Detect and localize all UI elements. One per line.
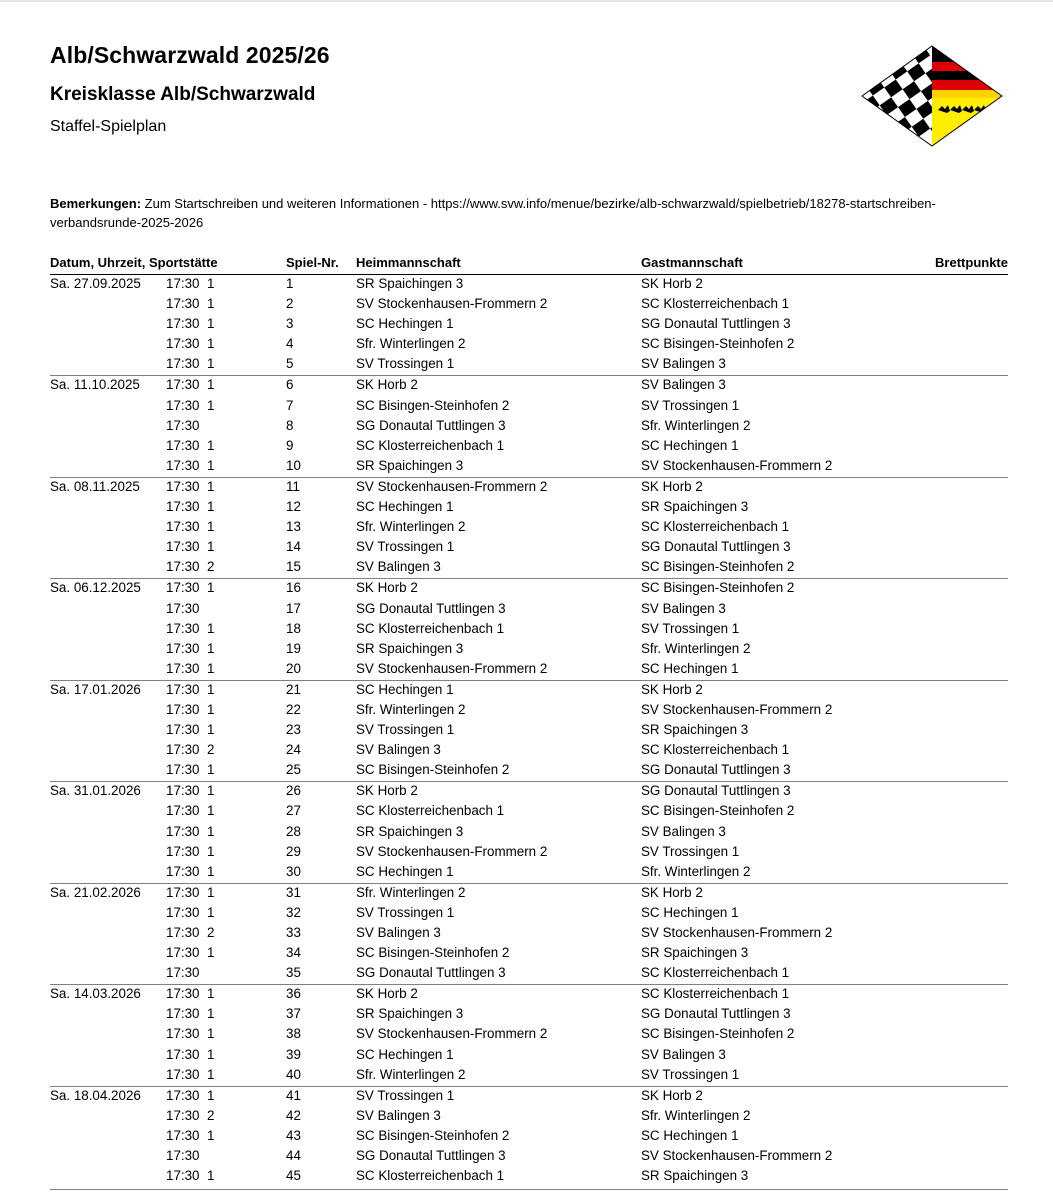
row-away: SC Klosterreichenbach 1 xyxy=(641,965,790,981)
table-row xyxy=(50,1147,1008,1167)
row-away: SC Bisingen-Steinhofen 2 xyxy=(641,580,795,596)
row-nr: 9 xyxy=(286,437,294,453)
row-home: SG Donautal Tuttlingen 3 xyxy=(356,965,506,981)
row-home: SK Horb 2 xyxy=(356,986,418,1002)
row-home: Sfr. Winterlingen 2 xyxy=(356,336,466,352)
document-type: Staffel-Spielplan xyxy=(50,118,167,135)
table-row xyxy=(50,600,1008,620)
row-time: 17:30 xyxy=(166,803,200,819)
table-row xyxy=(50,863,1008,883)
row-home: SV Balingen 3 xyxy=(356,559,441,575)
row-home: Sfr. Winterlingen 2 xyxy=(356,1066,466,1082)
row-board: 2 xyxy=(207,1107,215,1123)
row-board: 1 xyxy=(207,904,215,920)
row-away: SR Spaichingen 3 xyxy=(641,722,749,738)
row-board: 1 xyxy=(207,356,215,372)
row-nr: 5 xyxy=(286,356,294,372)
row-board: 1 xyxy=(207,519,215,535)
row-date: Sa. 31.01.2026 xyxy=(50,783,141,799)
row-away: SC Bisingen-Steinhofen 2 xyxy=(641,559,795,575)
row-nr: 15 xyxy=(286,559,301,575)
row-away: SV Balingen 3 xyxy=(641,377,726,393)
row-date: Sa. 06.12.2025 xyxy=(50,580,141,596)
table-row xyxy=(50,1127,1008,1147)
row-nr: 6 xyxy=(286,377,294,393)
row-nr: 43 xyxy=(286,1127,301,1143)
row-nr: 41 xyxy=(286,1087,301,1103)
row-away: SV Balingen 3 xyxy=(641,823,726,839)
table-row xyxy=(50,883,1008,904)
row-home: SV Balingen 3 xyxy=(356,742,441,758)
row-home: SC Bisingen-Steinhofen 2 xyxy=(356,1127,510,1143)
row-away: SR Spaichingen 3 xyxy=(641,945,749,961)
table-row xyxy=(50,721,1008,741)
row-home: SC Klosterreichenbach 1 xyxy=(356,1168,505,1184)
table-row xyxy=(50,660,1008,680)
row-away: SV Balingen 3 xyxy=(641,356,726,372)
row-nr: 13 xyxy=(286,519,301,535)
row-time: 17:30 xyxy=(166,1046,200,1062)
row-away: SG Donautal Tuttlingen 3 xyxy=(641,539,791,555)
table-row xyxy=(50,558,1008,578)
row-home: SV Trossingen 1 xyxy=(356,539,455,555)
row-date: Sa. 11.10.2025 xyxy=(50,377,140,393)
table-row xyxy=(50,781,1008,802)
page-title: Alb/Schwarzwald 2025/26 xyxy=(50,42,330,68)
row-time: 17:30 xyxy=(166,762,200,778)
row-away: SV Trossingen 1 xyxy=(641,397,740,413)
table-row xyxy=(50,802,1008,822)
row-board: 1 xyxy=(207,276,215,291)
row-time: 17:30 xyxy=(166,783,200,799)
table-body xyxy=(50,275,1008,1187)
table-row xyxy=(50,295,1008,315)
table-row xyxy=(50,823,1008,843)
row-home: SR Spaichingen 3 xyxy=(356,823,464,839)
row-nr: 3 xyxy=(286,316,294,332)
row-nr: 32 xyxy=(286,904,301,920)
row-time: 17:30 xyxy=(166,701,200,717)
row-away: SV Trossingen 1 xyxy=(641,843,740,859)
table-row xyxy=(50,335,1008,355)
row-away: SC Klosterreichenbach 1 xyxy=(641,742,790,758)
remarks-text: Zum Startschreiben und weiteren Informationen - https://www.svw.info/menue/bezirke/alb-schwarzwald/spielbetrieb/18278-startschreiben-verbandsrunde-2025-2026 xyxy=(50,196,936,230)
table-row xyxy=(50,578,1008,599)
row-nr: 30 xyxy=(286,863,301,879)
row-home: Sfr. Winterlingen 2 xyxy=(356,884,466,900)
table-row xyxy=(50,924,1008,944)
row-nr: 34 xyxy=(286,945,301,961)
row-away: SC Hechingen 1 xyxy=(641,904,739,920)
row-time: 17:30 xyxy=(166,457,200,473)
row-home: SC Hechingen 1 xyxy=(356,1046,454,1062)
row-board: 1 xyxy=(207,478,215,494)
row-away: SV Stockenhausen-Frommern 2 xyxy=(641,457,833,473)
row-nr: 24 xyxy=(286,742,301,758)
row-home: SV Trossingen 1 xyxy=(356,1087,455,1103)
row-time: 17:30 xyxy=(166,580,200,596)
row-away: SG Donautal Tuttlingen 3 xyxy=(641,316,791,332)
row-board: 1 xyxy=(207,316,215,332)
row-away: SC Hechingen 1 xyxy=(641,660,739,676)
table-row xyxy=(50,417,1008,437)
table-row xyxy=(50,1046,1008,1066)
row-time: 17:30 xyxy=(166,397,200,413)
row-time: 17:30 xyxy=(166,965,200,981)
row-date: Sa. 21.02.2026 xyxy=(50,884,141,900)
row-nr: 14 xyxy=(286,539,301,555)
row-date: Sa. 17.01.2026 xyxy=(50,681,141,697)
row-nr: 7 xyxy=(286,397,294,413)
table-row xyxy=(50,741,1008,761)
row-away: SK Horb 2 xyxy=(641,681,703,697)
row-time: 17:30 xyxy=(166,600,200,616)
row-time: 17:30 xyxy=(166,1026,200,1042)
row-home: SV Stockenhausen-Frommern 2 xyxy=(356,478,548,494)
row-nr: 17 xyxy=(286,600,301,616)
table-row xyxy=(50,1005,1008,1025)
row-nr: 28 xyxy=(286,823,301,839)
row-board: 1 xyxy=(207,660,215,676)
row-nr: 20 xyxy=(286,660,301,676)
table-end-line xyxy=(50,1189,1008,1190)
row-home: SC Hechingen 1 xyxy=(356,863,454,879)
row-away: SV Stockenhausen-Frommern 2 xyxy=(641,701,833,717)
remarks xyxy=(50,194,950,232)
row-time: 17:30 xyxy=(166,377,200,393)
table-row xyxy=(50,477,1008,498)
row-home: SC Bisingen-Steinhofen 2 xyxy=(356,762,510,778)
row-home: SC Klosterreichenbach 1 xyxy=(356,803,505,819)
header-datetime: Datum, Uhrzeit, Sportstätte xyxy=(50,255,218,270)
row-time: 17:30 xyxy=(166,478,200,494)
row-time: 17:30 xyxy=(166,1087,200,1103)
row-home: SK Horb 2 xyxy=(356,783,418,799)
row-home: SV Trossingen 1 xyxy=(356,722,455,738)
table-row xyxy=(50,397,1008,417)
row-board: 1 xyxy=(207,722,215,738)
row-home: SG Donautal Tuttlingen 3 xyxy=(356,1148,506,1164)
row-board: 1 xyxy=(207,580,215,596)
row-home: SG Donautal Tuttlingen 3 xyxy=(356,600,506,616)
row-home: SV Trossingen 1 xyxy=(356,356,455,372)
table-row xyxy=(50,620,1008,640)
row-board: 1 xyxy=(207,1127,215,1143)
row-time: 17:30 xyxy=(166,1127,200,1143)
row-home: SC Bisingen-Steinhofen 2 xyxy=(356,397,510,413)
table-row xyxy=(50,1066,1008,1086)
row-nr: 39 xyxy=(286,1046,301,1062)
schedule-table xyxy=(50,252,1008,1190)
row-nr: 21 xyxy=(286,681,301,697)
row-nr: 23 xyxy=(286,722,301,738)
row-away: SC Klosterreichenbach 1 xyxy=(641,296,790,312)
row-away: SC Bisingen-Steinhofen 2 xyxy=(641,803,795,819)
table-row xyxy=(50,315,1008,335)
row-date: Sa. 14.03.2026 xyxy=(50,986,141,1002)
row-time: 17:30 xyxy=(166,356,200,372)
row-board: 1 xyxy=(207,1046,215,1062)
row-time: 17:30 xyxy=(166,316,200,332)
row-nr: 33 xyxy=(286,925,301,940)
row-time: 17:30 xyxy=(166,1148,200,1164)
row-board: 1 xyxy=(207,823,215,839)
row-board: 1 xyxy=(207,437,215,453)
row-board: 2 xyxy=(207,925,215,940)
row-board: 1 xyxy=(207,296,215,312)
row-time: 17:30 xyxy=(166,986,200,1002)
row-time: 17:30 xyxy=(166,843,200,859)
row-board: 1 xyxy=(207,1066,215,1082)
row-home: SR Spaichingen 3 xyxy=(356,457,464,473)
table-row xyxy=(50,964,1008,984)
row-board: 1 xyxy=(207,1168,215,1184)
row-away: SK Horb 2 xyxy=(641,884,703,900)
table-row xyxy=(50,275,1008,295)
table-row xyxy=(50,701,1008,721)
table-row xyxy=(50,538,1008,558)
row-nr: 42 xyxy=(286,1107,301,1123)
header-nr: Spiel-Nr. xyxy=(286,255,339,270)
row-away: SV Balingen 3 xyxy=(641,600,726,616)
row-away: SV Stockenhausen-Frommern 2 xyxy=(641,925,833,940)
table-header xyxy=(50,252,1008,275)
row-home: SV Balingen 3 xyxy=(356,925,441,940)
row-time: 17:30 xyxy=(166,742,200,758)
row-board: 1 xyxy=(207,945,215,961)
row-away: SR Spaichingen 3 xyxy=(641,1168,749,1184)
row-time: 17:30 xyxy=(166,1006,200,1022)
row-home: SC Hechingen 1 xyxy=(356,681,454,697)
table-row xyxy=(50,761,1008,781)
row-time: 17:30 xyxy=(166,559,200,575)
federation-logo-icon xyxy=(860,44,1004,148)
row-home: Sfr. Winterlingen 2 xyxy=(356,701,466,717)
row-board: 1 xyxy=(207,397,215,413)
header-home: Heimmannschaft xyxy=(356,255,461,270)
row-away: SC Klosterreichenbach 1 xyxy=(641,519,790,535)
table-row xyxy=(50,498,1008,518)
row-board: 1 xyxy=(207,1087,215,1103)
row-nr: 16 xyxy=(286,580,301,596)
row-nr: 38 xyxy=(286,1026,301,1042)
row-time: 17:30 xyxy=(166,1066,200,1082)
row-home: SG Donautal Tuttlingen 3 xyxy=(356,417,506,433)
row-time: 17:30 xyxy=(166,722,200,738)
row-nr: 31 xyxy=(286,884,301,900)
row-board: 1 xyxy=(207,1026,215,1042)
row-away: Sfr. Winterlingen 2 xyxy=(641,417,751,433)
row-time: 17:30 xyxy=(166,863,200,879)
row-home: SV Trossingen 1 xyxy=(356,904,455,920)
row-nr: 27 xyxy=(286,803,301,819)
row-away: SV Stockenhausen-Frommern 2 xyxy=(641,1148,833,1164)
row-away: SV Trossingen 1 xyxy=(641,620,740,636)
row-nr: 18 xyxy=(286,620,301,636)
row-time: 17:30 xyxy=(166,620,200,636)
row-home: SV Stockenhausen-Frommern 2 xyxy=(356,660,548,676)
row-date: Sa. 08.11.2025 xyxy=(50,478,140,494)
row-nr: 45 xyxy=(286,1168,301,1184)
row-time: 17:30 xyxy=(166,417,200,433)
row-board: 2 xyxy=(207,559,215,575)
table-row xyxy=(50,457,1008,477)
row-board: 1 xyxy=(207,884,215,900)
row-board: 1 xyxy=(207,499,215,515)
row-board: 1 xyxy=(207,986,215,1002)
row-time: 17:30 xyxy=(166,296,200,312)
row-date: Sa. 18.04.2026 xyxy=(50,1087,141,1103)
row-board: 1 xyxy=(207,539,215,555)
table-row xyxy=(50,843,1008,863)
table-row xyxy=(50,1086,1008,1107)
row-home: SC Klosterreichenbach 1 xyxy=(356,437,505,453)
row-nr: 37 xyxy=(286,1006,301,1022)
table-row xyxy=(50,355,1008,375)
table-row xyxy=(50,984,1008,1005)
table-row xyxy=(50,437,1008,457)
row-away: SG Donautal Tuttlingen 3 xyxy=(641,762,791,778)
row-away: SR Spaichingen 3 xyxy=(641,499,749,515)
table-row xyxy=(50,904,1008,924)
row-away: SK Horb 2 xyxy=(641,276,703,291)
row-nr: 36 xyxy=(286,986,301,1002)
row-nr: 29 xyxy=(286,843,301,859)
row-away: SV Trossingen 1 xyxy=(641,1066,740,1082)
row-home: SR Spaichingen 3 xyxy=(356,276,464,291)
league-title: Kreisklasse Alb/Schwarzwald xyxy=(50,84,316,105)
row-nr: 35 xyxy=(286,965,301,981)
row-time: 17:30 xyxy=(166,499,200,515)
row-nr: 2 xyxy=(286,296,294,312)
row-time: 17:30 xyxy=(166,660,200,676)
row-away: SC Bisingen-Steinhofen 2 xyxy=(641,1026,795,1042)
row-away: SC Bisingen-Steinhofen 2 xyxy=(641,336,795,352)
row-home: SV Stockenhausen-Frommern 2 xyxy=(356,296,548,312)
row-nr: 11 xyxy=(286,478,300,494)
row-nr: 26 xyxy=(286,783,301,799)
row-board: 1 xyxy=(207,640,215,656)
row-home: SR Spaichingen 3 xyxy=(356,1006,464,1022)
row-time: 17:30 xyxy=(166,640,200,656)
table-row xyxy=(50,640,1008,660)
row-away: Sfr. Winterlingen 2 xyxy=(641,640,751,656)
row-time: 17:30 xyxy=(166,945,200,961)
top-border xyxy=(0,0,1053,2)
row-board: 1 xyxy=(207,783,215,799)
row-time: 17:30 xyxy=(166,884,200,900)
row-board: 1 xyxy=(207,681,215,697)
table-row xyxy=(50,1107,1008,1127)
row-nr: 25 xyxy=(286,762,301,778)
row-nr: 1 xyxy=(286,276,294,291)
table-row xyxy=(50,518,1008,538)
row-home: Sfr. Winterlingen 2 xyxy=(356,519,466,535)
row-time: 17:30 xyxy=(166,904,200,920)
row-board: 1 xyxy=(207,701,215,717)
table-row xyxy=(50,1025,1008,1045)
header-away: Gastmannschaft xyxy=(641,255,743,270)
row-home: SV Stockenhausen-Frommern 2 xyxy=(356,1026,548,1042)
row-time: 17:30 xyxy=(166,681,200,697)
table-row xyxy=(50,680,1008,701)
row-home: SC Hechingen 1 xyxy=(356,499,454,515)
table-row xyxy=(50,375,1008,396)
header-points: Brettpunkte xyxy=(935,255,1008,270)
row-home: SC Hechingen 1 xyxy=(356,316,454,332)
row-nr: 12 xyxy=(286,499,301,515)
row-board: 1 xyxy=(207,1006,215,1022)
row-time: 17:30 xyxy=(166,823,200,839)
row-home: SV Balingen 3 xyxy=(356,1107,441,1123)
row-nr: 8 xyxy=(286,417,294,433)
row-nr: 4 xyxy=(286,336,294,352)
row-date: Sa. 27.09.2025 xyxy=(50,276,141,291)
table-row xyxy=(50,944,1008,964)
row-away: Sfr. Winterlingen 2 xyxy=(641,1107,751,1123)
row-nr: 10 xyxy=(286,457,301,473)
row-away: SV Balingen 3 xyxy=(641,1046,726,1062)
row-time: 17:30 xyxy=(166,1168,200,1184)
row-board: 1 xyxy=(207,620,215,636)
row-away: SC Hechingen 1 xyxy=(641,437,739,453)
row-time: 17:30 xyxy=(166,519,200,535)
row-board: 1 xyxy=(207,457,215,473)
row-away: SK Horb 2 xyxy=(641,1087,703,1103)
row-board: 1 xyxy=(207,843,215,859)
row-board: 1 xyxy=(207,377,215,393)
row-time: 17:30 xyxy=(166,1107,200,1123)
table-row xyxy=(50,1167,1008,1187)
row-away: Sfr. Winterlingen 2 xyxy=(641,863,751,879)
row-board: 1 xyxy=(207,762,215,778)
row-away: SG Donautal Tuttlingen 3 xyxy=(641,1006,791,1022)
row-board: 1 xyxy=(207,336,215,352)
row-home: SR Spaichingen 3 xyxy=(356,640,464,656)
row-home: SC Klosterreichenbach 1 xyxy=(356,620,505,636)
row-board: 2 xyxy=(207,742,215,758)
row-home: SC Bisingen-Steinhofen 2 xyxy=(356,945,510,961)
row-nr: 40 xyxy=(286,1066,301,1082)
row-away: SG Donautal Tuttlingen 3 xyxy=(641,783,791,799)
row-time: 17:30 xyxy=(166,925,200,940)
row-nr: 22 xyxy=(286,701,301,717)
row-board: 1 xyxy=(207,863,215,879)
row-away: SK Horb 2 xyxy=(641,478,703,494)
row-board: 1 xyxy=(207,803,215,819)
row-nr: 19 xyxy=(286,640,301,656)
row-home: SK Horb 2 xyxy=(356,580,418,596)
row-away: SC Hechingen 1 xyxy=(641,1127,739,1143)
row-home: SK Horb 2 xyxy=(356,377,418,393)
row-away: SC Klosterreichenbach 1 xyxy=(641,986,790,1002)
row-time: 17:30 xyxy=(166,336,200,352)
logo-flag xyxy=(932,44,1004,148)
row-time: 17:30 xyxy=(166,276,200,291)
row-time: 17:30 xyxy=(166,437,200,453)
row-time: 17:30 xyxy=(166,539,200,555)
row-home: SV Stockenhausen-Frommern 2 xyxy=(356,843,548,859)
row-nr: 44 xyxy=(286,1148,301,1164)
remarks-label: Bemerkungen: xyxy=(50,196,142,211)
